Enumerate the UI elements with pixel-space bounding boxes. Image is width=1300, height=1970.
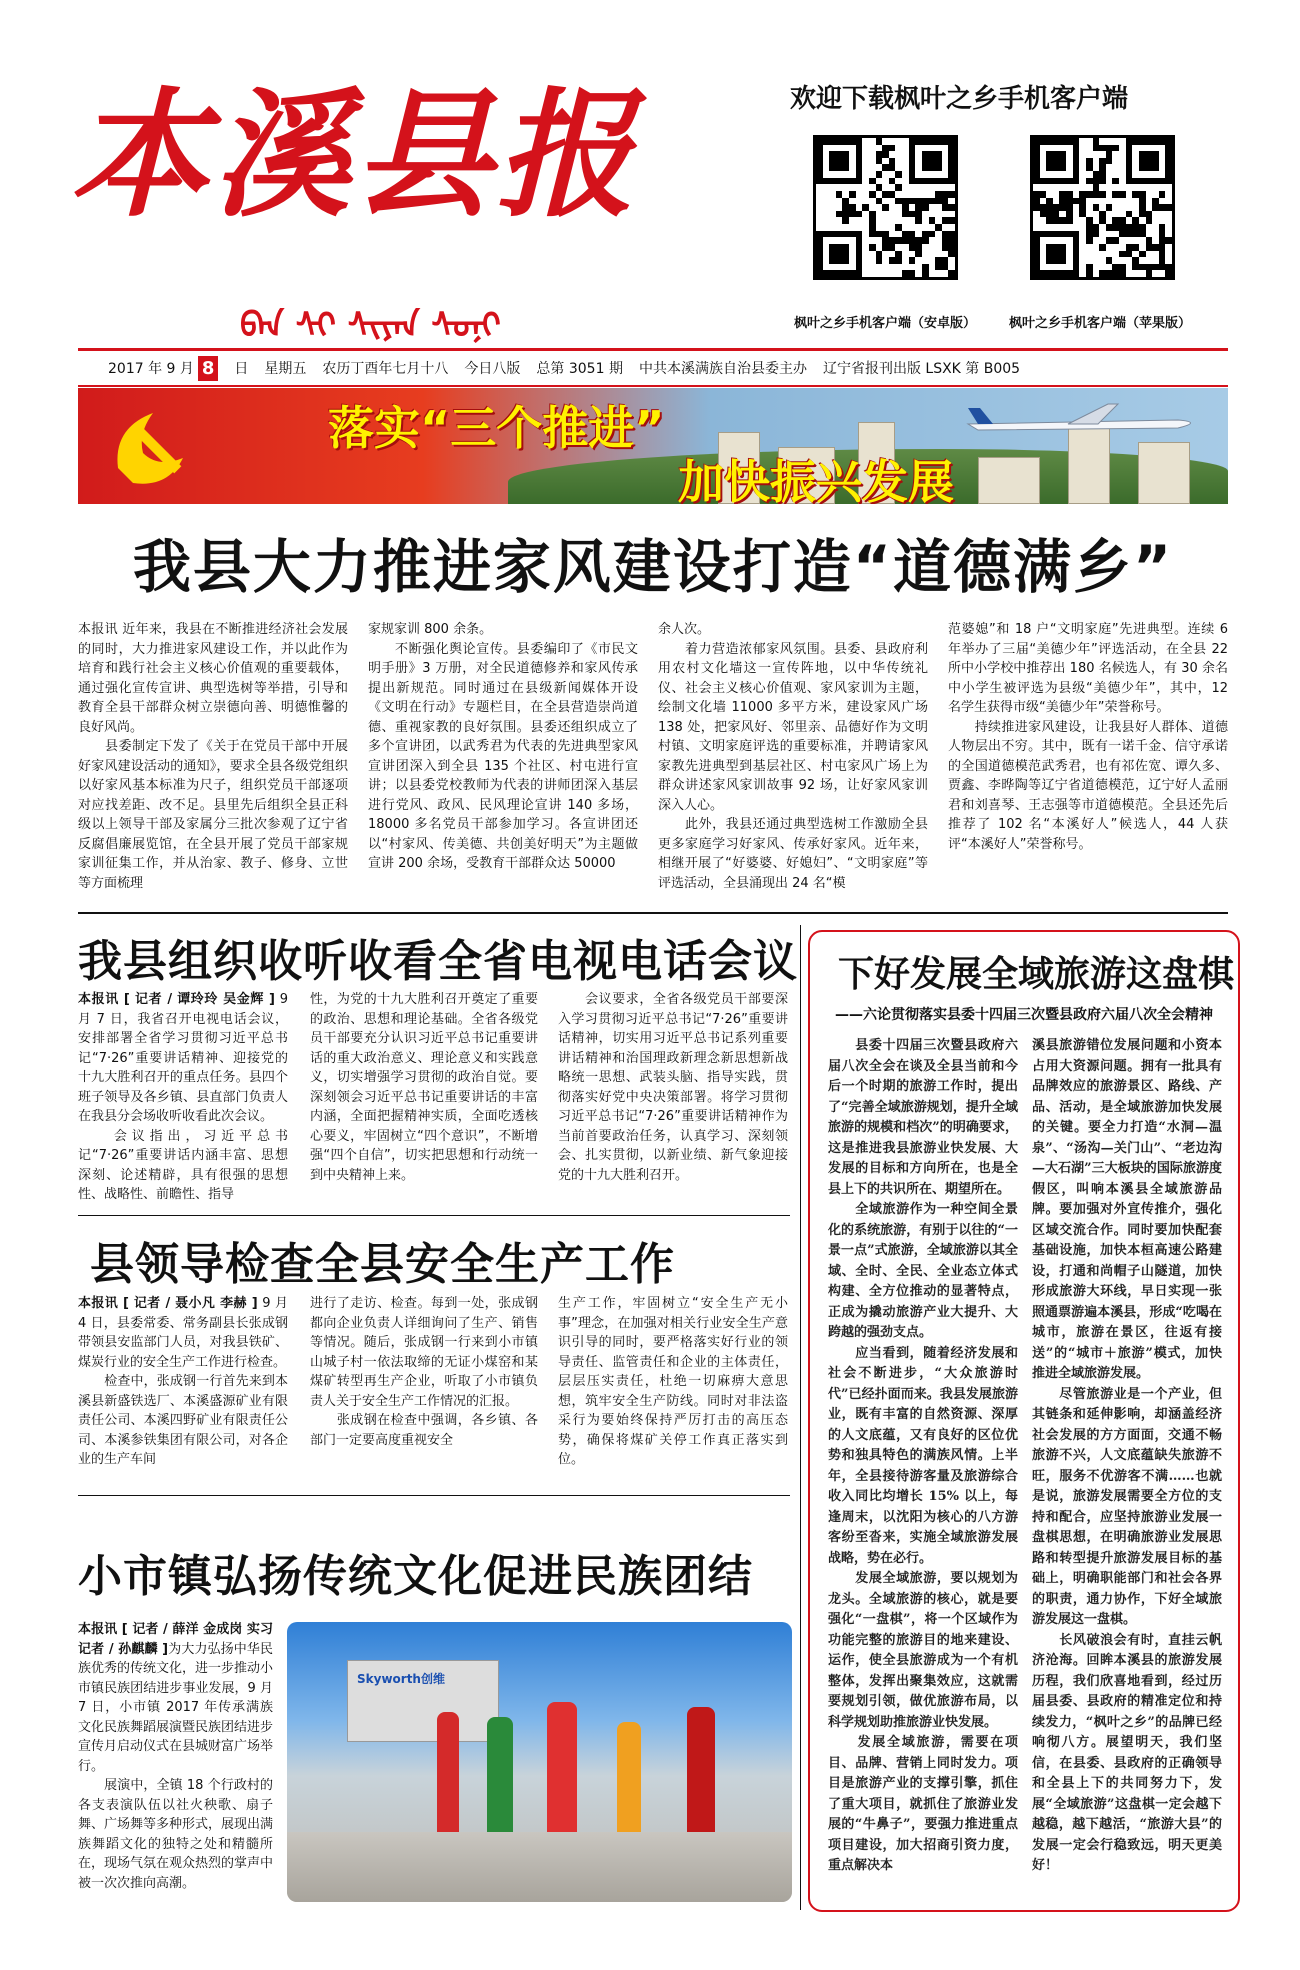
qr-module bbox=[1159, 264, 1166, 271]
qr-module bbox=[1119, 270, 1126, 277]
qr-finder bbox=[922, 151, 942, 171]
qr-module bbox=[882, 164, 889, 171]
qr-module bbox=[869, 191, 876, 198]
qr-module bbox=[882, 204, 889, 211]
qr-module bbox=[1139, 191, 1146, 198]
qr-module bbox=[915, 217, 922, 224]
qr-module bbox=[882, 231, 889, 238]
qr-module bbox=[922, 198, 929, 205]
qr-module bbox=[1112, 145, 1119, 152]
banner-building bbox=[978, 457, 1040, 504]
qr-module bbox=[1112, 237, 1119, 244]
qr-module bbox=[1059, 198, 1066, 205]
qr-module bbox=[1126, 211, 1133, 218]
qr-module bbox=[889, 237, 896, 244]
qr-module bbox=[1112, 224, 1119, 231]
qr-module bbox=[849, 211, 856, 218]
qr-module bbox=[842, 211, 849, 218]
photo-ground bbox=[287, 1832, 792, 1902]
qr-module bbox=[1139, 264, 1146, 271]
qr-module bbox=[922, 264, 929, 271]
qr-module bbox=[869, 244, 876, 251]
qr-module bbox=[1146, 217, 1153, 224]
story3-text-1: 9 月 4 日，县委常委、常务副县长张成钢带领县安监部门人员，对我县铁矿、煤炭行业的安全生产工作进行检查。 检查中，张成钢一行首先来到本溪县新盛铁选厂、本溪盛源矿业有限责任公司、本溪四野矿业有限责任公司、本溪参铁集团有限公司，对各企业的生产车间 bbox=[78, 1296, 288, 1467]
story2-column-2: 性，为党的十九大胜利召开奠定了重要的政治、思想和理论基础。全省各级党员干部要充分认识习近平总书记重要讲话的重大政治意义、理论意义和实践意义，切实增强学习贯彻的政治自觉。要深刻领会习近平总书记重要讲话的丰富内涵，全面把握精神实质，全面吃透核心要义，牢固树立“四个意识”，不断增强“四个自信”，切实把思想和行动统一到中央精神上来。 bbox=[310, 992, 538, 1183]
qr-module bbox=[935, 198, 942, 205]
qr-module bbox=[1139, 251, 1146, 258]
qr-module bbox=[1073, 198, 1080, 205]
qr-module bbox=[1099, 211, 1106, 218]
newspaper-title: 本溪县报 bbox=[70, 73, 639, 236]
qr-module bbox=[876, 184, 883, 191]
qr-module bbox=[1093, 224, 1100, 231]
qr-module bbox=[1112, 217, 1119, 224]
qr-module bbox=[1119, 191, 1126, 198]
story4-column bbox=[78, 1620, 273, 1893]
qr-module bbox=[1033, 204, 1040, 211]
qr-module bbox=[1093, 191, 1100, 198]
qr-module bbox=[882, 244, 889, 251]
qr-module bbox=[1106, 204, 1113, 211]
story2-column-1 bbox=[78, 990, 288, 1205]
qr-module bbox=[942, 237, 949, 244]
qr-finder bbox=[829, 151, 849, 171]
qr-module bbox=[902, 211, 909, 218]
qr-module bbox=[1139, 211, 1146, 218]
story3-headline: 县领导检查全县安全生产工作 bbox=[90, 1239, 675, 1290]
qr-module bbox=[1159, 251, 1166, 258]
qr-module bbox=[895, 251, 902, 258]
qr-module bbox=[882, 145, 889, 152]
lead-column-3: 余人次。 着力营造浓郁家风氛围。县委、县政府利用农村文化墙这一宣传阵地，以中华传统礼仪、社会主义核心价值观、家风家训为主题，绘制文化墙 11000 多平方米，建设家风广场 138 处，把家风好、邻里亲、品德好作为文明村镇、文明家庭评选的重要标准，并聘请家风家教先进典型到基层社区、村屯家风广场上为群众讲述家风家训故事 92 场，让好家风家训深入人心。 此外，我县还通过典型选树工作激励全县更多家庭学习好家风、传承好家风。近年来，相继开展了“好婆婆、好媳妇”、“文明家庭”等评选活动，全县涌现出 24 名“模 bbox=[658, 622, 928, 891]
slogan-line-2: 加快振兴发展 bbox=[678, 455, 954, 504]
qr-module bbox=[929, 198, 936, 205]
qr-module bbox=[1099, 270, 1106, 277]
qr-module bbox=[836, 211, 843, 218]
qr-module bbox=[1040, 191, 1047, 198]
qr-module bbox=[895, 171, 902, 178]
qr-module bbox=[1066, 191, 1073, 198]
qr-module bbox=[942, 264, 949, 271]
sponsor: 中共本溪满族自治县委主办 bbox=[638, 361, 807, 377]
qr-module bbox=[1093, 171, 1100, 178]
qr-module bbox=[1086, 191, 1093, 198]
qr-module bbox=[948, 204, 955, 211]
qr-module bbox=[876, 158, 883, 165]
qr-module bbox=[1159, 237, 1166, 244]
qr-module bbox=[889, 158, 896, 165]
qr-module bbox=[876, 198, 883, 205]
qr-module bbox=[915, 251, 922, 258]
qr-module bbox=[929, 231, 936, 238]
qr-module bbox=[1066, 204, 1073, 211]
qr-module bbox=[909, 237, 916, 244]
qr-module bbox=[909, 231, 916, 238]
qr-module bbox=[1146, 264, 1153, 271]
qr-module bbox=[842, 204, 849, 211]
qr-module bbox=[922, 204, 929, 211]
qr-module bbox=[876, 171, 883, 178]
commentary-column-2: 溪县旅游错位发展问题和小资本占用大资源问题。拥有一批具有品牌效应的旅游景区、路线、产品、活动，是全域旅游加快发展的关键。要全力打造“水洞—温泉”、“汤沟—关门山”、“老边沟—大石湖”三大板块的国际旅游度假区，叫响本溪县全域旅游品牌。要加强对外宣传推介，强化区域交流合作。同时要加快配套基础设施，加快本桓高速公路建设，打通和尚帽子山隧道，加快形成旅游大环线，早日实现一张照通票游遍本溪县，形成“吃喝在城市，旅游在景区，往返有接送”的“城市＋旅游”模式，加快推进全域旅游发展。 尽管旅游业是一个产业，但其链条和延伸影响，却涵盖经济社会发展的方方面面，交通不畅旅游不兴，人文底蕴缺失旅游不旺，服务不优游客不满……也就是说，旅游发展需要全方位的支持和配合，应坚持旅游业发展一盘棋思想，在明确旅游业发展思路和转型提升旅游发展目标的基础上，明确职能部门和社会各界的职责，通力协作，下好全域旅游发展这一盘棋。 长风破浪会有时，直挂云帆济沧海。回眸本溪县的旅游发展历程，我们欣喜地看到，经过历届县委、县政府的精准定位和持续发力，“枫叶之乡”的品牌已经响彻八方。展望明天，我们坚信，在县委、县政府的正确领导和全县上下的共同努力下，发展“全域旅游”这盘棋一定会越下越稳，越下越活，“旅游大县”的发展一定会行稳致远，明天更美好！ bbox=[1032, 1038, 1222, 1873]
qr-module bbox=[1126, 231, 1133, 238]
date-suffix: 日 bbox=[234, 361, 249, 377]
qr-module bbox=[1146, 270, 1153, 277]
story3-column-3: 生产工作，牢固树立“安全生产无小事”理念，在加强对相关行业安全生产意识引导的同时，要严格落实好行业的领导责任、监管责任和企业的主体责任，层层压实责任，杜绝一切麻痹大意思想，筑牢安全生产防线。同时对非法盗采行为要始终保持严厉打击的高压态势，确保将煤矿关停工作真正落实到位。 bbox=[558, 1296, 788, 1467]
photo-dancer bbox=[437, 1712, 459, 1852]
qr-module bbox=[1086, 237, 1093, 244]
qr-module bbox=[1165, 270, 1172, 277]
qr-module bbox=[849, 204, 856, 211]
qr-module bbox=[1053, 204, 1060, 211]
qr-module bbox=[948, 237, 955, 244]
qr-module bbox=[1139, 198, 1146, 205]
qr-module bbox=[1066, 211, 1073, 218]
qr-module bbox=[1033, 198, 1040, 205]
slogan-banner bbox=[78, 388, 1228, 504]
qr-module bbox=[882, 237, 889, 244]
qr-module bbox=[1093, 145, 1100, 152]
qr-module bbox=[948, 251, 955, 258]
qr-module bbox=[1040, 211, 1047, 218]
edition-count: 今日八版 bbox=[464, 361, 521, 377]
qr-module bbox=[1086, 264, 1093, 271]
qr-module bbox=[869, 231, 876, 238]
qr-module bbox=[1119, 251, 1126, 258]
qr-module bbox=[1159, 244, 1166, 251]
section-divider bbox=[78, 912, 1228, 914]
qr-module bbox=[889, 178, 896, 185]
qr-module bbox=[1159, 231, 1166, 238]
qr-module bbox=[1139, 224, 1146, 231]
qr-module bbox=[1139, 204, 1146, 211]
qr-module bbox=[1046, 198, 1053, 205]
app-download-heading: 欢迎下载枫叶之乡手机客户端 bbox=[790, 84, 1129, 114]
qr-module bbox=[1099, 178, 1106, 185]
qr-module bbox=[942, 257, 949, 264]
qr-finder bbox=[1046, 151, 1066, 171]
qr-module bbox=[882, 151, 889, 158]
qr-module bbox=[1046, 217, 1053, 224]
weekday: 星期五 bbox=[264, 361, 307, 377]
qr-module bbox=[902, 231, 909, 238]
qr-android-caption: 枫叶之乡手机客户端（安卓版） bbox=[793, 316, 976, 331]
qr-module bbox=[1126, 251, 1133, 258]
qr-module bbox=[1040, 204, 1047, 211]
qr-module bbox=[1106, 151, 1113, 158]
commentary-box bbox=[808, 930, 1240, 1912]
qr-module bbox=[1119, 264, 1126, 271]
qr-module bbox=[915, 198, 922, 205]
qr-module bbox=[1046, 211, 1053, 218]
qr-module bbox=[1152, 204, 1159, 211]
qr-module bbox=[849, 191, 856, 198]
story2-text-1: 9 月 7 日，我省召开电视电话会议，安排部署全省学习贯彻习近平总书记“7·26”重要讲话精神、迎接党的十九大胜利召开的重点任务。县四个班子领导及各乡镇、县直部门负责人在我县分会场收听收看此次会议。 会议指出，习近平总书记“7·26”重要讲话内涵丰富、思想深刻、论述精辟，具有很强的思想性、战略性、前瞻性、指导 bbox=[78, 992, 288, 1202]
qr-module bbox=[1093, 178, 1100, 185]
qr-module bbox=[895, 237, 902, 244]
lead-column-1: 本报讯 近年来，我县在不断推进经济社会发展的同时，大力推进家风建设工作，并以此作为培育和践行社会主义核心价值观的重要载体，通过强化宣传宣讲、典型选树等举措，引导和教育全县干部群众树立崇德向善、明德惟馨的良好风尚。 县委制定下发了《关于在党员干部中开展好家风建设活动的通知》，要求全县各级党组织以好家风基本标准为尺子，组织党员干部逐项对应找差距、改不足。县里先后组织全县正科级以上领导干部及家属分三批次参观了辽宁省反腐倡廉展览馆，在全县开展了党员干部家规家训征集工作，并从治家、教子、修身、立世等方面梳理 bbox=[78, 622, 348, 891]
qr-module bbox=[869, 224, 876, 231]
qr-module bbox=[836, 191, 843, 198]
qr-module bbox=[1112, 191, 1119, 198]
qr-module bbox=[1086, 158, 1093, 165]
qr-module bbox=[1093, 184, 1100, 191]
day-number: 8 bbox=[198, 356, 219, 381]
issue-info-bar bbox=[78, 348, 1228, 387]
qr-module bbox=[1119, 224, 1126, 231]
qr-module bbox=[1106, 270, 1113, 277]
qr-module bbox=[889, 145, 896, 152]
qr-module bbox=[856, 211, 863, 218]
mongolian-title: ᠪᠡᠨ ᠰᠢ ᠰᠢᠶᠠᠨ ᠰᠣᠨᠢ bbox=[240, 306, 501, 346]
qr-module bbox=[1106, 224, 1113, 231]
qr-module bbox=[1053, 217, 1060, 224]
story2-headline: 我县组织收听收看全省电视电话会议 bbox=[78, 936, 798, 987]
qr-module bbox=[922, 270, 929, 277]
qr-module bbox=[869, 217, 876, 224]
qr-module bbox=[1146, 211, 1153, 218]
qr-module bbox=[1132, 191, 1139, 198]
qr-module bbox=[1132, 217, 1139, 224]
qr-module bbox=[1132, 244, 1139, 251]
qr-module bbox=[1059, 217, 1066, 224]
qr-module bbox=[1106, 158, 1113, 165]
commentary-column-1: 县委十四届三次暨县政府六届八次全会在谈及全县当前和今后一个时期的旅游工作时，提出了“完善全域旅游规划，提升全域旅游的规模和档次”的明确要求，这是推进我县旅游业快发展、大发展的目标和方向所在，也是全县上下的共识所在、期望所在。 全域旅游作为一种空间全景化的系统旅游，有别于以往的“一景一点”式旅游，全域旅游以其全域、全时、全民、全业态立体式构建、全方位推动的显著特点，正成为撬动旅游产业大提升、大跨越的强劲支点。 应当看到，随着经济发展和社会不断进步，“大众旅游时代”已经扑面而来。我县发展旅游业，既有丰富的自然资源、深厚的人文底蕴，又有良好的区位优势和独具特色的满族风情。上半年，全县接待游客量及旅游综合收入同比均增长 15% 以上，每逢周末，以沈阳为核心的八方游客纷至沓来，实施全域旅游发展战略，势在必行。 发展全域旅游，要以规划为龙头。全域旅游的核心，就是要强化“一盘棋”，将一个区域作为功能完整的旅游目的地来建设、运作，使全县旅游成为一个有机整体，发挥出聚集效应，这就需要规划引领，做优旅游布局，以科学规划助推旅游业快发展。 发展全域旅游，需要在项目、品牌、营销上同时发力。项目是旅游产业的支撑引擎，抓住了重大项目，就抓住了旅游业发展的“牛鼻子”，要强力推进重点项目建设，加大招商引资力度，重点解决本 bbox=[828, 1038, 1018, 1873]
qr-module bbox=[1159, 204, 1166, 211]
qr-module bbox=[876, 151, 883, 158]
qr-module bbox=[1119, 231, 1126, 238]
qr-module bbox=[1093, 138, 1100, 145]
qr-module bbox=[882, 191, 889, 198]
story2-column-3: 会议要求，全省各级党员干部要深入学习贯彻习近平总书记“7·26”重要讲话精神，切实用习近平总书记系列重要讲话精神和治国理政新理念新思想新战略统一思想、武装头脑、指导实践，贯彻落实好党中央决策部署。将学习贯彻习近平总书记“7·26”重要讲话精神作为当前首要政治任务，认真学习、深刻领会、扎实贯彻，以新业绩、新气象迎接党的十九大胜利召开。 bbox=[558, 992, 788, 1183]
qr-module bbox=[1106, 257, 1113, 264]
qr-module bbox=[935, 191, 942, 198]
qr-module bbox=[869, 178, 876, 185]
qr-module bbox=[1126, 244, 1133, 251]
photo-sign: Skyworth创维 bbox=[357, 1672, 445, 1686]
qr-module bbox=[942, 198, 949, 205]
qr-module bbox=[1086, 270, 1093, 277]
qr-module bbox=[895, 198, 902, 205]
qr-module bbox=[1132, 264, 1139, 271]
qr-module bbox=[1033, 191, 1040, 198]
qr-module bbox=[948, 191, 955, 198]
qr-module bbox=[1159, 257, 1166, 264]
qr-module bbox=[1132, 224, 1139, 231]
dance-photo bbox=[287, 1622, 792, 1902]
qr-module bbox=[942, 217, 949, 224]
qr-module bbox=[1112, 264, 1119, 271]
qr-module bbox=[902, 204, 909, 211]
qr-module bbox=[915, 237, 922, 244]
qr-module bbox=[915, 204, 922, 211]
qr-code-icon[interactable] bbox=[813, 135, 958, 280]
qr-module bbox=[1139, 231, 1146, 238]
qr-module bbox=[1159, 224, 1166, 231]
qr-module bbox=[1079, 211, 1086, 218]
qr-module bbox=[895, 257, 902, 264]
qr-module bbox=[1093, 204, 1100, 211]
qr-module bbox=[935, 264, 942, 271]
lead-column-4: 范婆媳”和 18 户“文明家庭”先进典型。连续 6 年举办了三届“美德少年”评选活动，在全县 22 所中小学校中推荐出 180 名候选人，有 30 余名中小学生被评选为县级“美德少年”，其中，12 名学生获得市级“美德少年”荣誉称号。 持续推进家风建设，让我县好人群体、道德人物层出不穷。其中，既有一诺千金、信守承诺的全国道德模范武秀君，也有祁佐宽、谭久多、贾鑫、李晔陶等辽宁省道德模范，辽宁好人孟丽君和刘喜琴、王志强等市道德模范。全县还先后推荐了 102 名“本溪好人”候选人，44 人获评“本溪好人”荣誉称号。 bbox=[948, 622, 1228, 852]
qr-module bbox=[869, 211, 876, 218]
story3-column-2: 进行了走访、检查。每到一处，张成钢都向企业负责人详细询问了生产、销售等情况。随后，张成钢一行来到小市镇山城子村一依法取缔的无证小煤窑和某煤矿转型再生产企业，听取了小市镇负责人关于安全生产工作情况的汇报。 张成钢在检查中强调，各乡镇、各部门一定要高度重视安全 bbox=[310, 1296, 538, 1448]
qr-module bbox=[909, 198, 916, 205]
qr-module bbox=[1059, 191, 1066, 198]
qr-module bbox=[842, 198, 849, 205]
qr-finder bbox=[829, 244, 849, 264]
license: 辽宁省报刊出版 LSXK 第 B005 bbox=[822, 361, 1021, 377]
commentary-subtitle: ——六论贯彻落实县委十四届三次暨县政府六届八次全会精神 bbox=[835, 1007, 1213, 1023]
qr-module bbox=[1079, 198, 1086, 205]
qr-module bbox=[1132, 257, 1139, 264]
qr-module bbox=[909, 211, 916, 218]
party-emblem-icon bbox=[98, 398, 208, 498]
qr-module bbox=[1086, 224, 1093, 231]
qr-module bbox=[1099, 217, 1106, 224]
qr-module bbox=[1099, 171, 1106, 178]
qr-module bbox=[915, 244, 922, 251]
qr-module bbox=[1086, 231, 1093, 238]
qr-module bbox=[862, 204, 869, 211]
qr-module bbox=[1146, 237, 1153, 244]
story2-byline: 本报讯 [ 记者 / 谭玲玲 吴金辉 ] bbox=[78, 992, 275, 1007]
qr-module bbox=[1165, 237, 1172, 244]
qr-module bbox=[1093, 231, 1100, 238]
slogan-line-1: 落实“三个推进” bbox=[328, 401, 665, 455]
qr-module bbox=[1099, 145, 1106, 152]
qr-module bbox=[929, 217, 936, 224]
qr-module bbox=[1126, 224, 1133, 231]
story4-headline: 小市镇弘扬传统文化促进民族团结 bbox=[78, 1551, 753, 1602]
qr-module bbox=[1046, 204, 1053, 211]
qr-module bbox=[942, 204, 949, 211]
qr-module bbox=[1152, 264, 1159, 271]
qr-apple-caption: 枫叶之乡手机客户端（苹果版） bbox=[1008, 316, 1191, 331]
qr-module bbox=[1079, 204, 1086, 211]
qr-module bbox=[1119, 217, 1126, 224]
qr-module bbox=[889, 244, 896, 251]
qr-module bbox=[909, 257, 916, 264]
qr-module bbox=[1165, 264, 1172, 271]
qr-module bbox=[842, 217, 849, 224]
qr-module bbox=[948, 270, 955, 277]
qr-module bbox=[1079, 191, 1086, 198]
lead-headline: 我县大力推进家风建设打造“道德满乡” bbox=[132, 533, 1174, 601]
qr-module bbox=[895, 184, 902, 191]
banner-building bbox=[1138, 442, 1190, 504]
qr-module bbox=[922, 231, 929, 238]
qr-module bbox=[1066, 217, 1073, 224]
qr-module bbox=[948, 231, 955, 238]
masthead bbox=[65, 55, 765, 346]
qr-module bbox=[948, 244, 955, 251]
qr-module bbox=[1099, 164, 1106, 171]
airplane-icon bbox=[958, 402, 1208, 442]
qr-module bbox=[876, 138, 883, 145]
qr-module bbox=[1106, 145, 1113, 152]
qr-code-icon[interactable] bbox=[1030, 135, 1175, 280]
qr-module bbox=[935, 257, 942, 264]
qr-module bbox=[915, 211, 922, 218]
qr-module bbox=[1099, 158, 1106, 165]
qr-module bbox=[1132, 231, 1139, 238]
qr-module bbox=[889, 191, 896, 198]
qr-module bbox=[909, 270, 916, 277]
column-divider bbox=[800, 925, 801, 1910]
qr-finder bbox=[1139, 151, 1159, 171]
qr-module bbox=[1152, 198, 1159, 205]
qr-module bbox=[935, 224, 942, 231]
qr-module bbox=[1152, 244, 1159, 251]
date-prefix: 2017 年 9 月 bbox=[108, 361, 194, 377]
qr-module bbox=[876, 257, 883, 264]
qr-module bbox=[1112, 178, 1119, 185]
qr-module bbox=[902, 237, 909, 244]
qr-module bbox=[1165, 204, 1172, 211]
qr-module bbox=[942, 231, 949, 238]
qr-module bbox=[1159, 191, 1166, 198]
qr-module bbox=[876, 251, 883, 258]
qr-module bbox=[909, 244, 916, 251]
qr-module bbox=[1053, 211, 1060, 218]
qr-module bbox=[1086, 164, 1093, 171]
section-divider bbox=[78, 1215, 790, 1216]
qr-module bbox=[876, 231, 883, 238]
qr-module bbox=[1066, 198, 1073, 205]
qr-module bbox=[889, 257, 896, 264]
qr-module bbox=[895, 224, 902, 231]
qr-module bbox=[948, 217, 955, 224]
lunar-date: 农历丁酉年七月十八 bbox=[322, 361, 449, 377]
qr-module bbox=[1112, 270, 1119, 277]
qr-module bbox=[1059, 204, 1066, 211]
qr-module bbox=[902, 198, 909, 205]
qr-module bbox=[942, 244, 949, 251]
story3-column-1 bbox=[78, 1294, 288, 1470]
qr-module bbox=[902, 270, 909, 277]
qr-module bbox=[942, 191, 949, 198]
story4-byline: 本报讯 [ 记者 / 薛洋 金成岗 实习记者 / 孙麒麟 ] bbox=[78, 1622, 273, 1657]
qr-module bbox=[1086, 178, 1093, 185]
commentary-title: 下好发展全域旅游这盘棋 bbox=[838, 953, 1235, 995]
qr-module bbox=[1086, 217, 1093, 224]
qr-finder bbox=[1046, 244, 1066, 264]
section-divider bbox=[78, 1495, 790, 1496]
qr-module bbox=[1099, 244, 1106, 251]
qr-module bbox=[922, 237, 929, 244]
story4-text: 为大力弘扬中华民族优秀的传统文化，进一步推动小市镇民族团结进步事业发展，9 月 7 日，小市镇 2017 年传承满族文化民族舞蹈展演暨民族团结进步宣传月启动仪式在县城财富广场举行。 展演中，全镇 18 个行政村的各支表演队伍以社火秧歌、扇子舞、广场舞等多种形式，展现出满族舞蹈文化的独特之处和精髓所在，现场气氛在观众热烈的掌声中被一次次推向高潮。 bbox=[78, 1641, 274, 1891]
story3-byline: 本报讯 [ 记者 / 聂小凡 李赫 ] bbox=[78, 1296, 258, 1311]
qr-module bbox=[1099, 191, 1106, 198]
lead-column-2: 家规家训 800 余条。 不断强化舆论宣传。县委编印了《市民文明手册》3 万册，对全民道德修养和家风传承提出新规范。同时通过在县级新闻媒体开设《文明在行动》专题栏目，在全县营造崇尚道德、重视家教的良好氛围。县委还组织成立了多个宣讲团，以武秀君为代表的先进典型家风宣讲团深入到全县 135 个社区、村屯进行宣讲；以县委党校教师为代表的讲师团深入基层进行党风、政风、民风理论宣讲 140 多场，18000 多名党员干部参加学习。各宣讲团还以“村家风、传美德、共创美好明天”为主题做宣讲 200 余场，受教育干部群众达 50000 bbox=[368, 622, 638, 871]
qr-module bbox=[1146, 244, 1153, 251]
qr-module bbox=[1106, 237, 1113, 244]
qr-module bbox=[889, 164, 896, 171]
issue-number: 总第 3051 期 bbox=[536, 361, 623, 377]
